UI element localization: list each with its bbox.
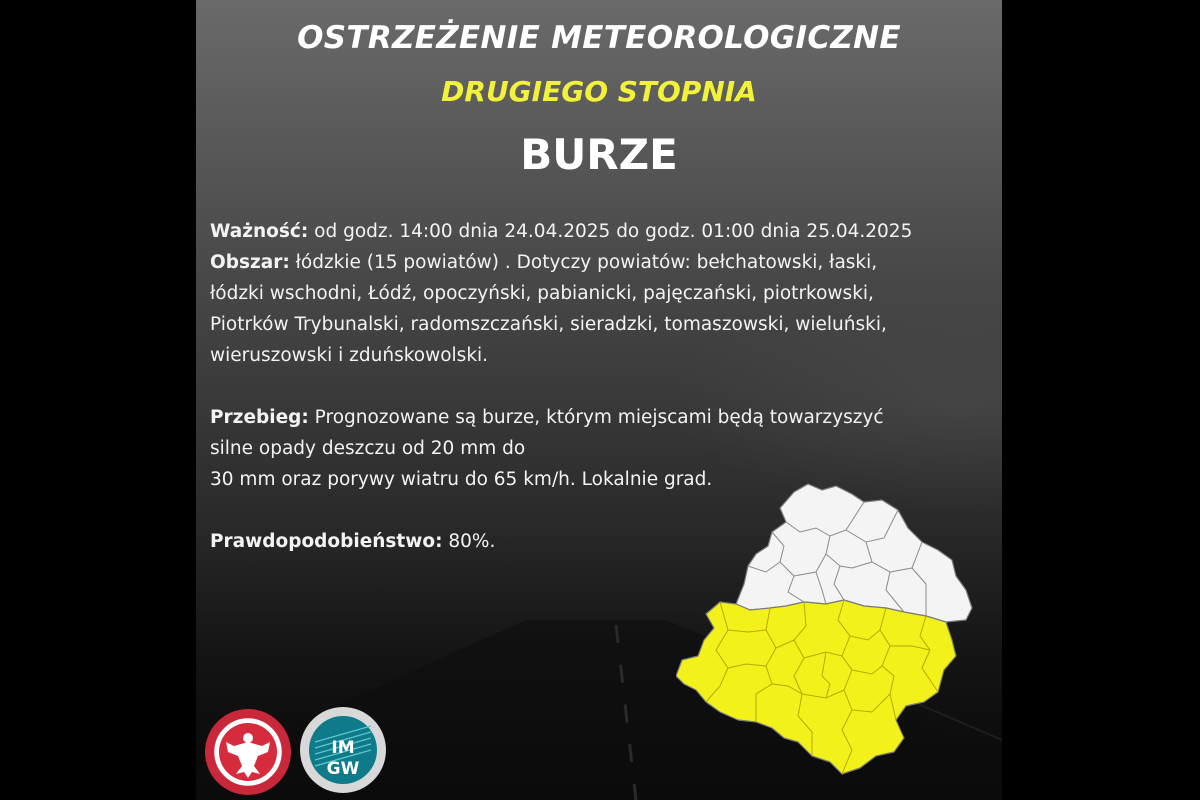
- area-label: Obszar:: [210, 252, 290, 273]
- validity-label: Ważność:: [210, 221, 309, 242]
- course-label: Przebieg:: [210, 407, 309, 428]
- imgw-logo: [299, 706, 387, 794]
- area-text-1: łódzkie (15 powiatów) . Dotyczy powiatów: bełchatowski, łaski,: [289, 252, 878, 273]
- imgw-logo-bottom-text: GW: [326, 759, 360, 779]
- spacer: [210, 371, 990, 402]
- course-line-3: 30 mm oraz porywy wiatru do 65 km/h. Lokalnie grad.: [210, 469, 713, 490]
- course-line-2: silne opady deszczu od 20 mm do: [210, 438, 526, 459]
- course-line-1: [210, 402, 990, 433]
- map-north-region: [736, 484, 972, 622]
- validity-text: od godz. 14:00 dnia 24.04.2025 do godz. 01:00 dnia 25.04.2025: [308, 221, 913, 242]
- area-line-2: łódzki wschodni, Łódź, opoczyński, pabianicki, pajęczański, piotrkowski,: [210, 283, 874, 304]
- area-line-1: [210, 247, 990, 278]
- probability-label: Prawdopodobieństwo:: [210, 531, 443, 552]
- probability-value: 80%.: [442, 531, 496, 552]
- imgw-logo-top-text: IM: [331, 738, 355, 758]
- map-south-region: [676, 600, 956, 774]
- region-map: [676, 480, 986, 780]
- course-text-1: Prognozowane są burze, którym miejscami będą towarzyszyć: [308, 407, 884, 428]
- area-line-4: wieruszowski i zduńskowolski.: [210, 345, 489, 366]
- government-seal-logo: [204, 708, 292, 796]
- validity-line: [210, 216, 990, 247]
- area-line-3: Piotrków Trybunalski, radomszczański, sieradzki, tomaszowski, wieluński,: [210, 314, 887, 335]
- warning-poster: [196, 0, 1002, 800]
- warning-phenomenon: BURZE: [520, 130, 678, 179]
- warning-level: DRUGIEGO STOPNIA: [441, 75, 757, 108]
- warning-title: OSTRZEŻENIE METEOROLOGICZNE: [297, 20, 901, 56]
